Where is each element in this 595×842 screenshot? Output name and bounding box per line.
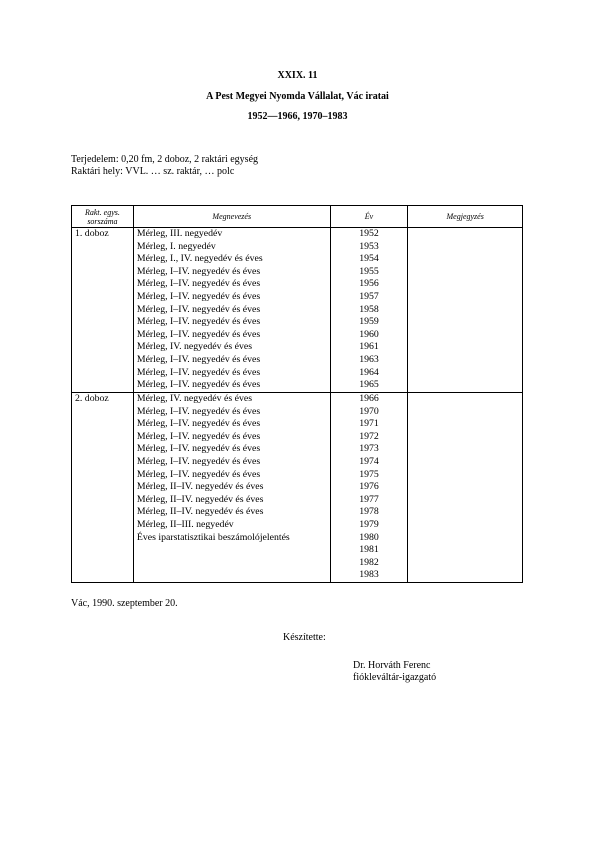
- item-name: Mérleg, I–IV. negyedév és éves: [136, 328, 261, 340]
- note-cell: [408, 228, 523, 393]
- names-cell: [133, 228, 330, 393]
- item-year: 1974: [359, 455, 379, 467]
- item-name: Mérleg, I–IV. negyedév és éves: [136, 418, 261, 430]
- item-year: 1954: [359, 253, 379, 265]
- item-year: 1980: [359, 531, 379, 543]
- date-line: Vác, 1990. szeptember 20.: [71, 598, 178, 609]
- table-row: [72, 393, 523, 583]
- item-name: Mérleg, IV. negyedév és éves: [136, 393, 253, 404]
- box-cell: 1. doboz: [72, 228, 134, 393]
- record-group-years: 1952—1966, 1970–1983: [247, 111, 348, 122]
- item-year: 1972: [359, 430, 379, 442]
- header-box-number: [72, 206, 134, 228]
- item-year: 1983: [359, 569, 379, 581]
- item-name: Mérleg, I. negyedév: [136, 240, 216, 252]
- location-text: Raktári hely: VVL. … sz. raktár, … polc: [71, 166, 235, 177]
- table-row: [72, 228, 523, 393]
- item-year: 1978: [359, 506, 379, 518]
- item-name: Mérleg, II–IV. negyedév és éves: [136, 493, 264, 505]
- item-name: Mérleg, II–IV. negyedév és éves: [136, 481, 264, 493]
- item-year: 1982: [359, 556, 379, 568]
- header-box-line2: sorszáma: [87, 216, 118, 226]
- item-year: 1960: [359, 328, 379, 340]
- years-cell: [330, 393, 408, 583]
- item-year: 1975: [359, 468, 379, 480]
- item-year: 1957: [359, 290, 379, 302]
- item-name: Éves iparstatisztikai beszámolójelentés: [136, 531, 290, 543]
- item-name: Mérleg, IV. negyedév és éves: [136, 341, 253, 353]
- header-name: Megnevezés: [133, 206, 330, 228]
- item-year: 1958: [359, 303, 379, 315]
- item-year: 1981: [359, 544, 379, 556]
- item-name: Mérleg, II–III. negyedév: [136, 518, 234, 530]
- item-year: 1953: [359, 240, 379, 252]
- item-year: 1961: [359, 341, 379, 353]
- item-name: Mérleg, I–IV. negyedév és éves: [136, 316, 261, 328]
- header-year: Év: [330, 206, 408, 228]
- item-year: 1966: [359, 393, 379, 404]
- item-year: 1964: [359, 366, 379, 378]
- item-name: Mérleg, I–IV. negyedév és éves: [136, 379, 261, 391]
- inventory-table: [71, 205, 523, 583]
- signatory-role: fiókleváltár-igazgató: [353, 672, 437, 683]
- prepared-by-label: Készítette:: [283, 632, 326, 643]
- item-name: Mérleg, I–IV. negyedév és éves: [136, 353, 261, 365]
- signatory-name: Dr. Horváth Ferenc: [353, 660, 431, 671]
- item-year: 1970: [359, 405, 379, 417]
- note-cell: [408, 393, 523, 583]
- item-name: Mérleg, I., IV. negyedév és éves: [136, 253, 263, 265]
- item-year: 1965: [359, 379, 379, 391]
- item-year: 1956: [359, 278, 379, 290]
- item-year: 1959: [359, 316, 379, 328]
- item-name: Mérleg, III. negyedév: [136, 228, 223, 239]
- item-name: Mérleg, II–IV. negyedév és éves: [136, 506, 264, 518]
- item-name: Mérleg, I–IV. negyedév és éves: [136, 303, 261, 315]
- record-group-code: XXIX. 11: [277, 70, 318, 81]
- item-name: Mérleg, I–IV. negyedév és éves: [136, 366, 261, 378]
- item-year: 1976: [359, 481, 379, 493]
- item-name: Mérleg, I–IV. negyedév és éves: [136, 278, 261, 290]
- names-cell: [133, 393, 330, 583]
- item-year: 1973: [359, 443, 379, 455]
- item-year: 1963: [359, 353, 379, 365]
- item-name: Mérleg, I–IV. negyedév és éves: [136, 468, 261, 480]
- table-header-row: [72, 206, 523, 228]
- item-year: 1979: [359, 518, 379, 530]
- item-name: Mérleg, I–IV. negyedév és éves: [136, 455, 261, 467]
- item-year: 1955: [359, 265, 379, 277]
- item-year: 1977: [359, 493, 379, 505]
- item-name: Mérleg, I–IV. negyedév és éves: [136, 443, 261, 455]
- header-box-line1: Rakt. egys.: [84, 207, 120, 217]
- item-name: Mérleg, I–IV. negyedév és éves: [136, 290, 261, 302]
- record-group-title: A Pest Megyei Nyomda Vállalat, Vác iratai: [206, 91, 389, 102]
- item-name: Mérleg, I–IV. negyedév és éves: [136, 430, 261, 442]
- extent-text: Terjedelem: 0,20 fm, 2 doboz, 2 raktári egység: [71, 154, 259, 165]
- header-note: Megjegyzés: [408, 206, 523, 228]
- item-year: 1971: [359, 418, 379, 430]
- years-cell: [330, 228, 408, 393]
- item-year: 1952: [359, 228, 379, 239]
- item-name: Mérleg, I–IV. negyedév és éves: [136, 405, 261, 417]
- box-cell: 2. doboz: [72, 393, 134, 583]
- item-name: Mérleg, I–IV. negyedév és éves: [136, 265, 261, 277]
